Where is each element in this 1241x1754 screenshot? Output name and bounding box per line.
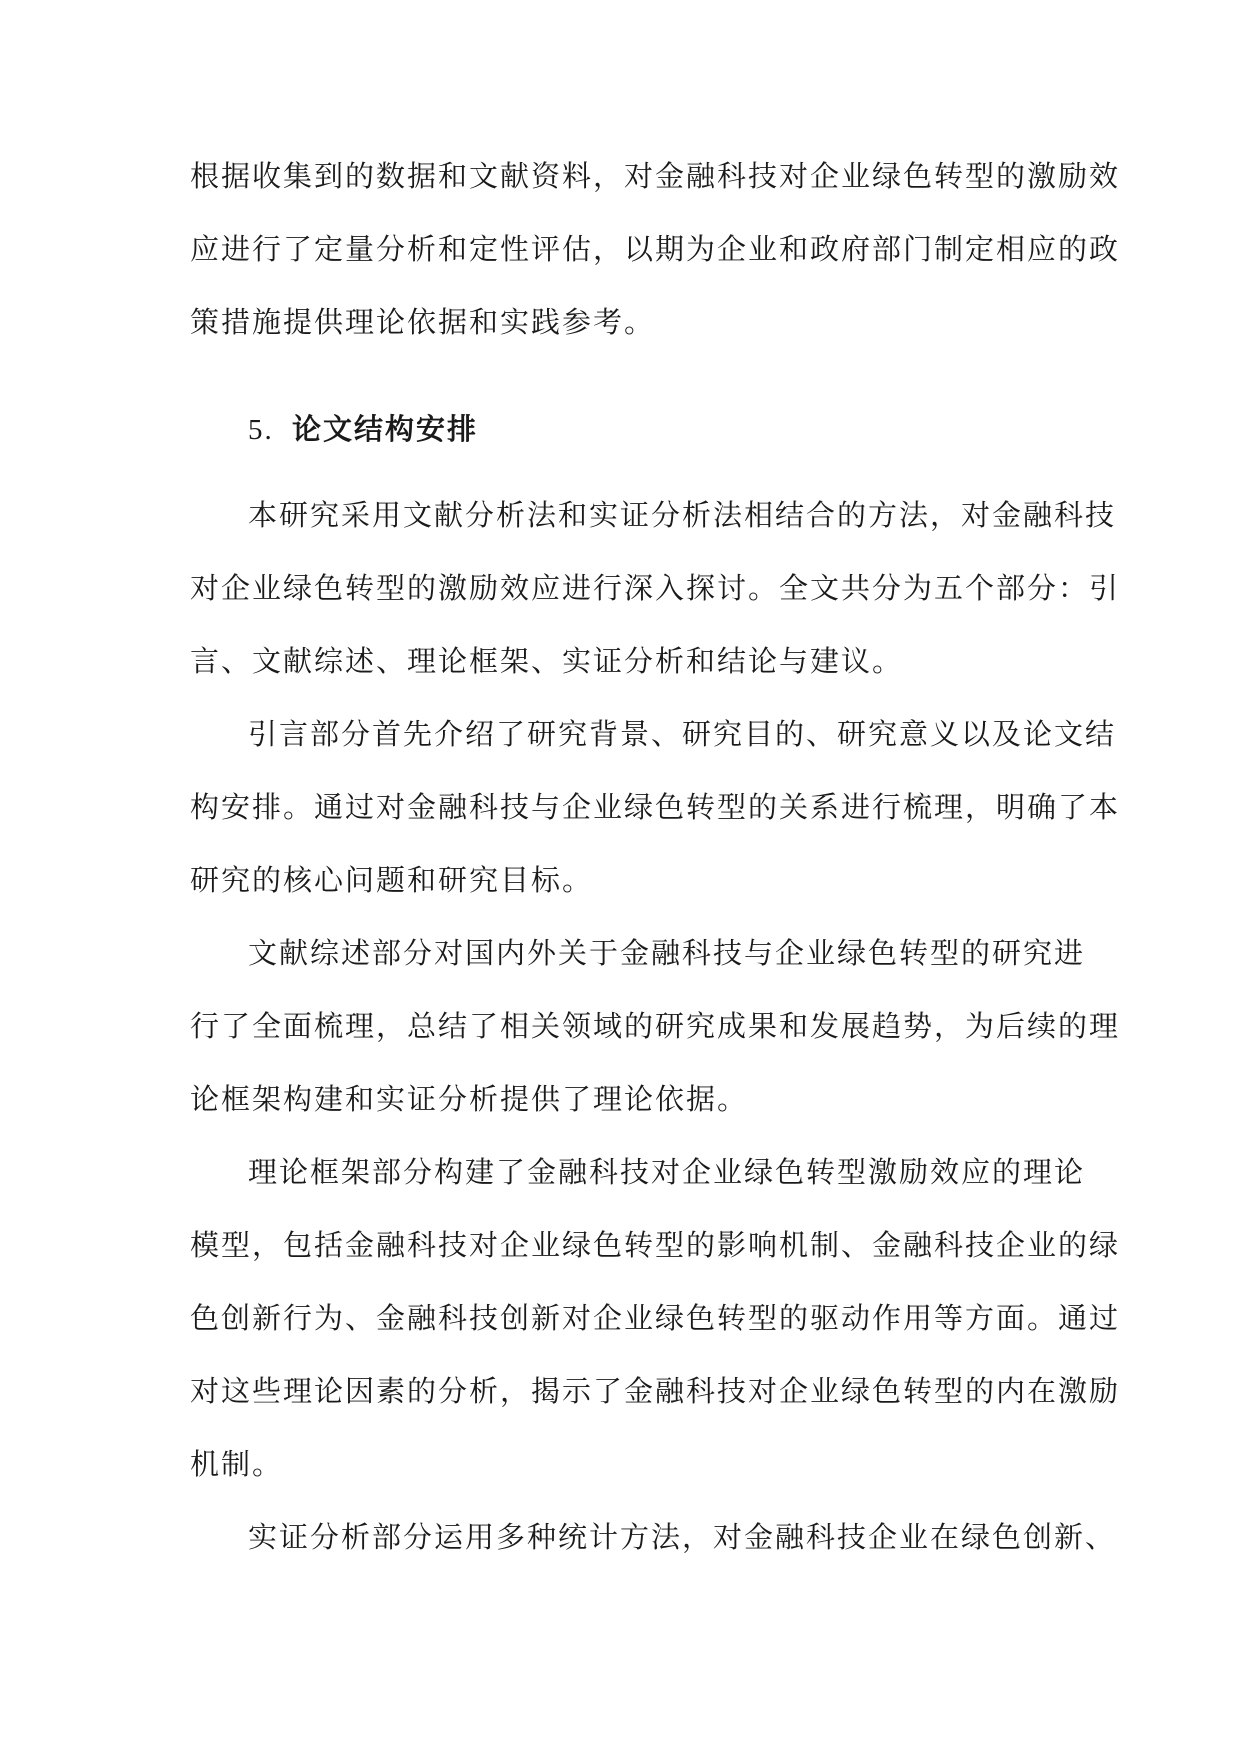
text-line: 言、文献综述、理论框架、实证分析和结论与建议。 <box>190 644 904 678</box>
text-line: 构安排。通过对金融科技与企业绿色转型的关系进行梳理，明确了本 <box>190 790 1121 824</box>
text-line: 文献综述部分对国内外关于金融科技与企业绿色转型的研究进 <box>248 936 1086 970</box>
text-line: 行了全面梳理，总结了相关领域的研究成果和发展趋势，为后续的理 <box>190 1009 1121 1043</box>
text-line: 根据收集到的数据和文献资料，对金融科技对企业绿色转型的激励效 <box>190 159 1121 193</box>
text-line: 色创新行为、金融科技创新对企业绿色转型的驱动作用等方面。通过 <box>190 1301 1121 1335</box>
paragraph-empirical-analysis <box>190 1501 1117 1574</box>
text-line: 策措施提供理论依据和实践参考。 <box>190 305 656 339</box>
paragraph-literature-review <box>190 917 1121 1136</box>
text-line: 理论框架部分构建了金融科技对企业绿色转型激励效应的理论 <box>248 1155 1086 1189</box>
paragraph-theoretical-framework <box>190 1136 1121 1501</box>
text-line: 对这些理论因素的分析，揭示了金融科技对企业绿色转型的内在激励 <box>190 1374 1121 1408</box>
text-line: 实证分析部分运用多种统计方法，对金融科技企业在绿色创新、 <box>248 1520 1117 1554</box>
text-line: 应进行了定量分析和定性评估，以期为企业和政府部门制定相应的政 <box>190 232 1121 266</box>
text-line: 研究的核心问题和研究目标。 <box>190 863 594 897</box>
text-line: 论框架构建和实证分析提供了理论依据。 <box>190 1082 749 1116</box>
paragraph-continuation <box>190 140 1121 359</box>
text-line: 机制。 <box>190 1447 284 1481</box>
text-line: 本研究采用文献分析法和实证分析法相结合的方法，对金融科技 <box>248 498 1117 532</box>
section-title: 论文结构安排 <box>292 412 479 446</box>
paragraph-structure-overview <box>190 479 1121 698</box>
section-heading <box>190 393 1060 467</box>
document-body <box>190 140 1121 1574</box>
paragraph-introduction <box>190 698 1121 917</box>
text-line: 模型，包括金融科技对企业绿色转型的影响机制、金融科技企业的绿 <box>190 1228 1121 1262</box>
text-line: 引言部分首先介绍了研究背景、研究目的、研究意义以及论文结 <box>248 717 1117 751</box>
text-line: 对企业绿色转型的激励效应进行深入探讨。全文共分为五个部分：引 <box>190 571 1121 605</box>
section-number: 5. <box>248 414 274 446</box>
